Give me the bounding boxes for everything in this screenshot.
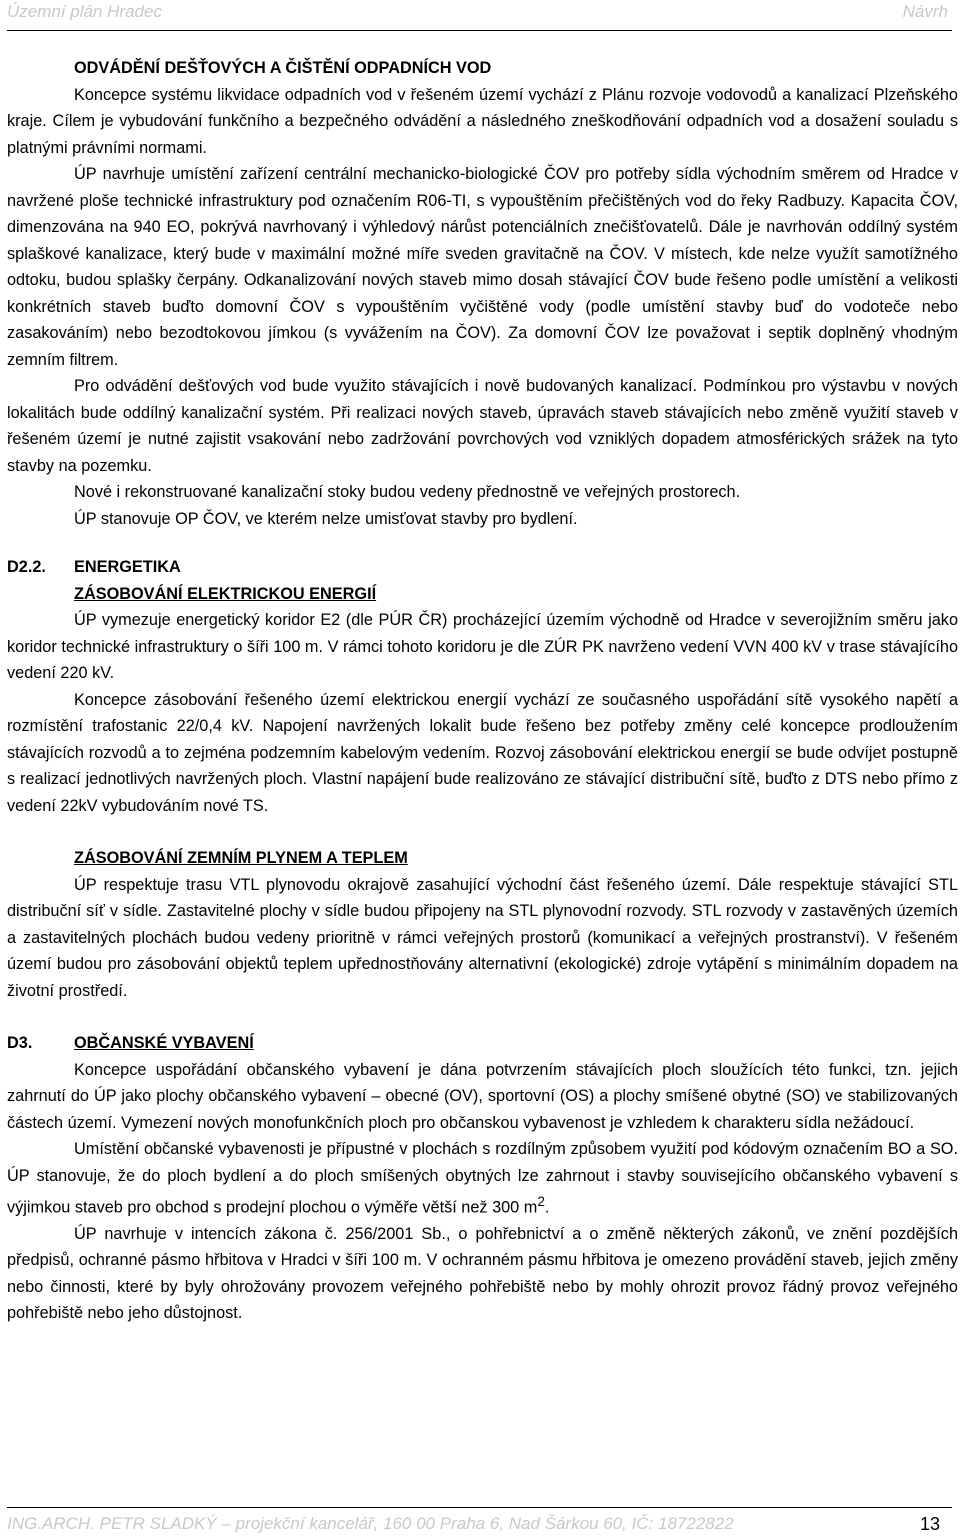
section-heading-civic <box>7 1030 958 1057</box>
header-document-title: Územní plán Hradec <box>7 2 162 21</box>
paragraph <box>7 1136 958 1221</box>
paragraph: Pro odvádění dešťových vod bude využito stávajících i nově budovaných kanalizací. Podmínkou pro výstavbu v nových lokalitách bude oddílný kanalizační systém. Při realizaci nových staveb, úpravách staveb stávajících nebo změně využití staveb v řešeném území je nutné zajistit vsakování nebo zadržování povrchových vod vzniklých dopadem atmosférických srážek na tyto stavby na pozemku. <box>7 377 958 475</box>
page-number: 13 <box>919 1514 940 1534</box>
paragraph-end: . <box>544 1198 550 1217</box>
paragraph-text: Umístění občanské vybavenosti je přípustné v plochách s rozdílným způsobem využití pod kódovým označením BO a SO. ÚP stanovuje, že do ploch bydlení a do ploch smíšených obytných lze zahrnout i stavby souvisejícího občanského vybavení s výjimkou staveb pro obchod s prodejní plochou o výměře větší než 300 m <box>7 1140 958 1217</box>
paragraph: Koncepce zásobování řešeného území elektrickou energií vychází ze současného uspořádání sítě vysokého napětí a rozmístění trafostanic 22/0,4 kV. Napojení navržených lokalit bude řešeno bez potřeby změny celé koncepce prodloužením stávajících rozvodů a to zejména podzemním kabelovým vedením. Rozvoj zásobování elektrickou energií se bude odvíjet postupně s realizací jednotlivých navržených ploch. Vlastní napájení bude realizováno ze stávající distribuční sítě, buďto z DTS nebo přímo z vedení 22kV vybudováním nové TS. <box>7 690 958 815</box>
paragraph: Koncepce uspořádání občanského vybavení je dána potvrzením stávajících ploch sloužících této funkci, tzn. jejich zahrnutí do ÚP jako plochy občanského vybavení – obecné (OV), sportovní (OS) a plochy smíšené obytné (SO) ve stabilizovaných částech území. Vymezení nových monofunkčních ploch pro občanskou vybavenost je vzhledem k charakteru sídla nežádoucí. <box>7 1060 958 1132</box>
section-number: D3. <box>7 1034 33 1052</box>
footer-company: ING.ARCH. PETR SLADKÝ – projekční kancelář, 160 00 Praha 6, Nad Šárkou 60, IČ: 18722822 <box>7 1514 734 1533</box>
subsection-title-gas-heat: ZÁSOBOVÁNÍ ZEMNÍM PLYNEM A TEPLEM <box>74 849 408 867</box>
paragraph: ÚP navrhuje v intencích zákona č. 256/2001 Sb., o pohřebnictví a o změně některých zákonů, ve znění pozdějších předpisů, ochranné pásmo hřbitova v Hradci v šíři 100 m. V ochranném pásmu hřbitova je omezeno provádění staveb, jejich změny nebo činnosti, které by byly ohrožovány provozem veřejného pohřebiště nebo by mohly ohrozit provoz řádný provoz veřejného pohřebiště nebo jeho důstojnost. <box>7 1224 958 1323</box>
section-title-waste: ODVÁDĚNÍ DEŠŤOVÝCH A ČIŠTĚNÍ ODPADNÍCH VOD <box>74 59 492 77</box>
document-body <box>7 55 958 1327</box>
section-title: OBČANSKÉ VYBAVENÍ <box>74 1034 254 1052</box>
section-heading-energy <box>7 554 958 581</box>
paragraph: ÚP stanovuje OP ČOV, ve kterém nelze umisťovat stavby pro bydlení. <box>74 509 578 528</box>
page-footer <box>7 1507 952 1538</box>
paragraph: ÚP vymezuje energetický koridor E2 (dle PÚR ČR) procházející územím východně od Hradce v severojižním směru jako koridor technické infrastruktury o šíři 100 m. V rámci tohoto koridoru je dle ZÚR PK navrženo vedení VVN 400 kV v trase stávajícího vedení 220 kV. <box>7 611 958 682</box>
section-number: D2.2. <box>7 558 46 576</box>
section-title: ENERGETIKA <box>74 558 181 576</box>
paragraph: ÚP navrhuje umístění zařízení centrální mechanicko-biologické ČOV pro potřeby sídla východním směrem od Hradce v navržené ploše technické infrastruktury pod označením R06-TI, s vypouštěním přečištěných vod do řeky Radbuzy. Kapacita ČOV, dimenzována na 940 EO, pokrývá navrhovaný i výhledový nárůst potenciálních znečišťovatelů. Dále je navrhován oddílný systém splaškové kanalizace, který bude v maximální možné míře sveden gravitačně na ČOV. V místech, kde nelze využít samotížného odtoku, budou splašky čerpány. Odkanalizování nových staveb mimo dosah stávající ČOV bude řešeno podle umístění a velikosti konkrétních staveb buďto domovní ČOV s vypouštěním vyčištěné vody (podle umístění stavby buď do vodoteče nebo zasakováním) nebo bezodtokovou jímkou (s vyvážením na ČOV). Za domovní ČOV lze považovat i septik doplněný vhodným zemním filtrem. <box>7 165 958 369</box>
paragraph: Nové i rekonstruované kanalizační stoky budou vedeny přednostně ve veřejných prostorech. <box>74 483 741 501</box>
header-status: Návrh <box>902 2 948 21</box>
superscript: 2 <box>537 1194 545 1209</box>
subsection-title-electricity: ZÁSOBOVÁNÍ ELEKTRICKOU ENERGIÍ <box>74 584 377 603</box>
paragraph: Koncepce systému likvidace odpadních vod v řešeném území vychází z Plánu rozvoje vodovodů a kanalizací Plzeňského kraje. Cílem je vybudování funkčního a bezpečného odvádění a následného zneškodňování odpadních vod a dosažení souladu s platnými právními normami. <box>7 85 958 157</box>
paragraph: ÚP respektuje trasu VTL plynovodu okrajově zasahující východní část řešeného území. Dále respektuje stávající STL distribuční síť v sídle. Zastavitelné plochy v sídle budou připojeny na STL plynovodní rozvody. STL rozvody v zastavěných územích a zastavitelných plochách budou vedeny prioritně v rámci veřejných prostorů (komunikací a veřejných prostranství). V řešeném území budou pro zásobování objektů teplem upřednostňovány alternativní (ekologické) zdroje vytápění s minimálním dopadem na životní prostředí. <box>7 875 958 1000</box>
page-header <box>7 0 952 31</box>
